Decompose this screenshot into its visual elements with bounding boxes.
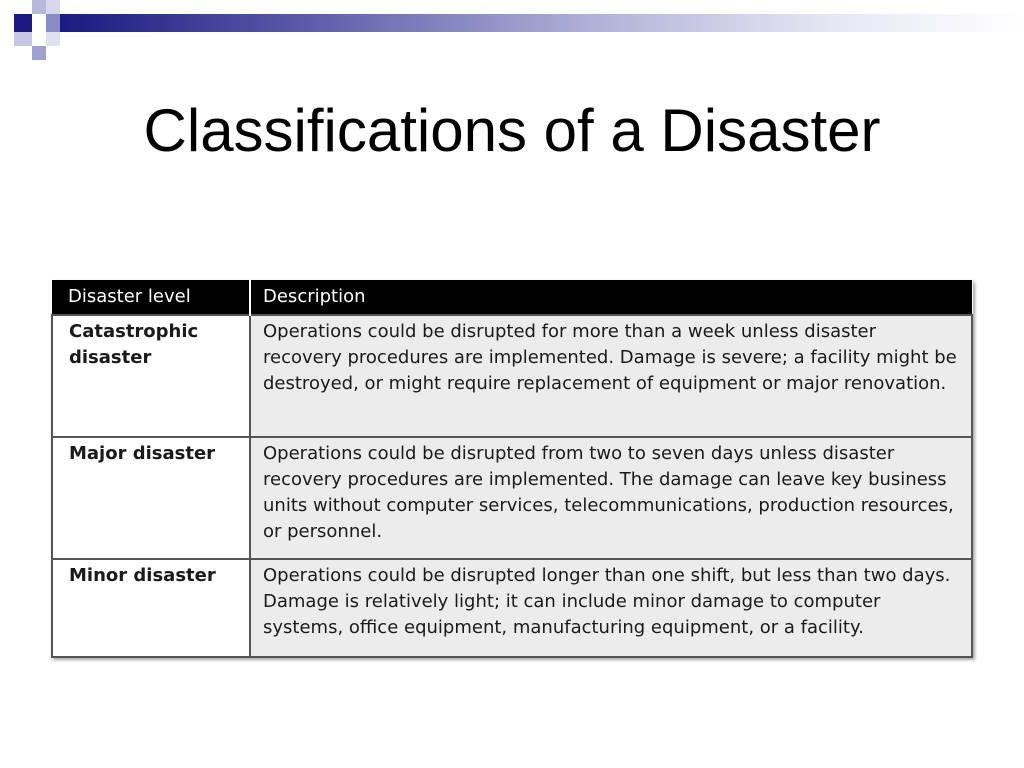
description-cell: Operations could be disrupted for more than a week unless disaster recovery procedures are implemented. Damage is severe; a facility might be destroyed, or might require replacement of equipment or major renovation.: [250, 315, 972, 437]
table-row: [52, 315, 972, 437]
table-row: [52, 437, 972, 559]
table: [51, 280, 973, 658]
decor-square: [14, 32, 32, 46]
decor-square: [32, 0, 46, 14]
slide-title: Classifications of a Disaster: [143, 97, 881, 164]
column-header-description: Description: [250, 280, 972, 315]
disaster-classification-table: [51, 280, 973, 658]
decor-square: [46, 0, 60, 14]
header-gradient-bar: [60, 14, 1024, 32]
table-header-row: [52, 280, 972, 315]
column-header-level: Disaster level: [52, 280, 250, 315]
decor-square: [32, 14, 46, 32]
table-row: [52, 559, 972, 657]
description-cell: Operations could be disrupted from two to seven days unless disaster recovery procedures are implemented. The damage can leave key business units without computer services, telecommunications, production resources, or personnel.: [250, 437, 972, 559]
level-cell: Minor disaster: [52, 559, 250, 657]
level-cell: Catastrophic disaster: [52, 315, 250, 437]
decor-square: [46, 14, 60, 32]
description-cell: Operations could be disrupted longer than one shift, but less than two days. Damage is relatively light; it can include minor damage to computer systems, office equipment, manufacturing equipment, or a facility.: [250, 559, 972, 657]
decor-square: [32, 46, 46, 60]
level-cell: Major disaster: [52, 437, 250, 559]
decor-square: [14, 14, 32, 32]
decor-square: [46, 32, 60, 46]
